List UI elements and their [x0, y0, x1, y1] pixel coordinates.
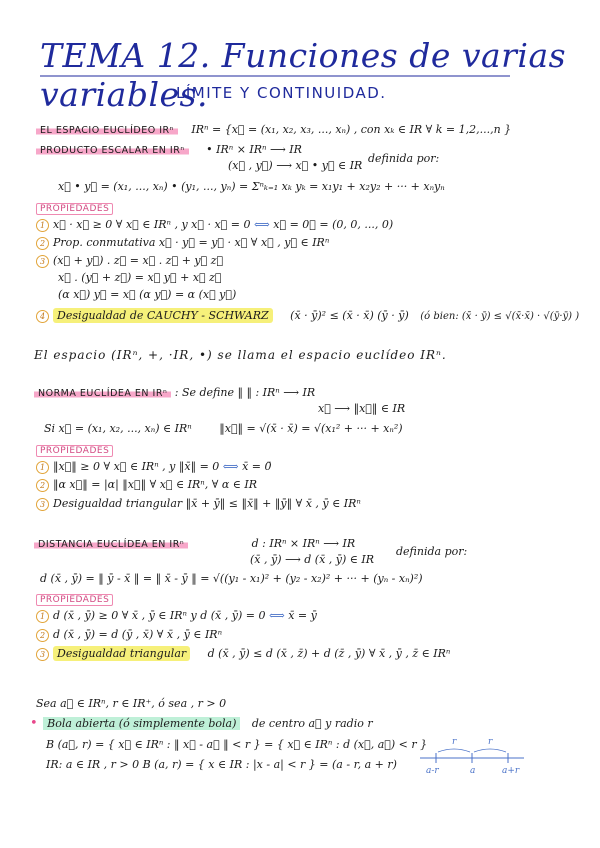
- triangle-inequality-label: Desigualdad triangular: [53, 646, 190, 661]
- scalar-prop-3c: (α x⃗) y⃗ = x⃗ (α y⃗) = α (x⃗ y⃗): [58, 288, 237, 301]
- scalar-prop-4: 4 Desigualdad de CAUCHY - SCHWARZ (x̄ · ȳ)² ≤ (x̄ · x̄) (ȳ · ȳ) (ó bien: (x̄ · ȳ) ≤ √(x̄·x̄) · √(ȳ·ȳ) ): [36, 309, 579, 324]
- norm-map2: x⃗ ⟶ ‖x⃗‖ ∈ IR: [318, 402, 406, 415]
- euclid-definition: IRⁿ = {x⃗ = (x₁, x₂, x₃, ..., xₙ) , con xₖ ∈ IR ∀ k = 1,2,...,n }: [191, 123, 512, 136]
- distance-prop-3: 3 Desigualdad triangular d (x̄ , ȳ) ≤ d (x̄ , z̄) + d (z̄ , ȳ) ∀ x̄ , ȳ , z̄ ∈ IRⁿ: [36, 647, 450, 661]
- ball-def2: IR: a ∈ IR , r > 0 B (a, r) = { x ∈ IR : |x - a| < r } = (a - r, a + r): [46, 758, 397, 771]
- number-3-icon: 3: [36, 498, 49, 511]
- scalar-prop-2: 2 Prop. conmutativa x⃗ · y⃗ = y⃗ · x⃗ ∀ x⃗ , y⃗ ∈ IRⁿ: [36, 236, 329, 250]
- number-2-icon: 2: [36, 629, 49, 642]
- equivalence-arrow-icon: ⟺: [222, 460, 239, 473]
- open-ball-label: Bola abierta (ó simplemente bola): [43, 717, 240, 730]
- number-1-icon: 1: [36, 219, 49, 232]
- distance-prop-1: 1 d (x̄ , ȳ) ≥ 0 ∀ x̄ , ȳ ∈ IRⁿ y d (x̄ , ȳ) = 0 ⟺ x̄ = ȳ: [36, 609, 317, 623]
- space-sentence: El espacio (IRⁿ, +, ·IR, •) se llama el espacio euclídeo IRⁿ.: [34, 348, 447, 362]
- scalar-defined-by: definida por:: [368, 152, 440, 165]
- number-line-right-label: a+r: [502, 766, 520, 776]
- equivalence-arrow-icon: ⟺: [253, 218, 270, 231]
- ball-let: Sea a⃗ ∈ IRⁿ, r ∈ IR⁺, ó sea , r > 0: [36, 697, 227, 710]
- page-subtitle: LÍMITE Y CONTINUIDAD.: [176, 84, 387, 102]
- distance-formula: d (x̄ , ȳ) = ‖ ȳ - x̄ ‖ = ‖ x̄ - ȳ ‖ = √((y₁ - x₁)² + (y₂ - x₂)² + ··· + (yₙ - xₙ)²): [40, 572, 423, 585]
- distance-defined-by: definida por:: [396, 545, 468, 558]
- number-2-icon: 2: [36, 479, 49, 492]
- scalar-heading: PRODUCTO ESCALAR EN IRⁿ: [36, 145, 189, 156]
- number-line-diagram: [418, 744, 528, 766]
- distance-row: [34, 537, 355, 552]
- equivalence-arrow-icon: ⟺: [268, 609, 285, 622]
- scalar-map2: (x⃗ , y⃗) ⟶ x⃗ • y⃗ ∈ IR: [228, 159, 363, 172]
- distance-map2: (x̄ , ȳ) ⟶ d (x̄ , ȳ) ∈ IR: [250, 553, 375, 566]
- distance-heading: DISTANCIA EUCLÍDEA EN IRⁿ: [34, 539, 188, 550]
- number-line-left-label: a-r: [426, 766, 439, 776]
- number-4-icon: 4: [36, 310, 49, 323]
- scalar-prop-1: 1 x⃗ · x⃗ ≥ 0 ∀ x⃗ ∈ IRⁿ , y x⃗ · x⃗ = 0 ⟺ x⃗ = 0⃗ = (0, 0, ..., 0): [36, 218, 393, 232]
- scalar-props-label: PROPIEDADES: [36, 203, 113, 215]
- norm-defines: : Se define ‖ ‖ : IRⁿ ⟶ IR: [174, 386, 316, 399]
- norm-props-row: [36, 443, 113, 458]
- distance-props-label: PROPIEDADES: [36, 594, 113, 606]
- number-line-center-label: a: [470, 766, 476, 776]
- number-1-icon: 1: [36, 461, 49, 474]
- norm-prop-2: 2 ‖α x⃗‖ = |α| ‖x⃗‖ ∀ x⃗ ∈ IRⁿ, ∀ α ∈ IR: [36, 478, 257, 492]
- norm-prop-1: 1 ‖x⃗‖ ≥ 0 ∀ x⃗ ∈ IRⁿ , y ‖x̄‖ = 0 ⟺ x̄ = 0̄: [36, 460, 272, 474]
- norm-row: [34, 386, 315, 401]
- number-3-icon: 3: [36, 255, 49, 268]
- number-1-icon: 1: [36, 610, 49, 623]
- norm-if-row: Si x⃗ = (x₁, x₂, ..., xₙ) ∈ IRⁿ ‖x⃗‖ = √(x̄ · x̄) = √(x₁² + ··· + xₙ²): [44, 422, 403, 435]
- norm-prop-3: 3 Desigualdad triangular ‖x̄ + ȳ‖ ≤ ‖x̄‖ + ‖ȳ‖ ∀ x̄ , ȳ ∈ IRⁿ: [36, 497, 361, 511]
- distance-props-row: [36, 592, 113, 607]
- norm-props-label: PROPIEDADES: [36, 445, 113, 457]
- norm-heading: NORMA EUCLÍDEA EN IRⁿ: [34, 388, 171, 399]
- ball-def1: B (a⃗, r) = { x⃗ ∈ IRⁿ : ‖ x⃗ - a⃗ ‖ < r } = { x⃗ ∈ IRⁿ : d (x⃗, a⃗) < r }: [46, 738, 428, 751]
- scalar-row: [36, 143, 302, 158]
- number-line-radius-right: r: [488, 737, 493, 747]
- scalar-props-row: [36, 201, 113, 216]
- page-title: TEMA 12. Funciones de varias variables.: [40, 36, 567, 114]
- ball-open-row: • Bola abierta (ó simplemente bola) de centro a⃗ y radio r: [30, 716, 373, 731]
- bullet-icon: •: [30, 716, 38, 731]
- euclid-heading: EL ESPACIO EUCLÍDEO IRⁿ: [36, 125, 178, 136]
- euclid-row: [36, 123, 511, 138]
- scalar-prop-3a: 3 (x⃗ + y⃗) . z⃗ = x⃗ . z⃗ + y⃗ z⃗: [36, 254, 223, 268]
- distance-map1: d : IRⁿ × IRⁿ ⟶ IR: [251, 537, 356, 550]
- distance-prop-2: 2 d (x̄ , ȳ) = d (ȳ , x̄) ∀ x̄ , ȳ ∈ IRⁿ: [36, 628, 222, 642]
- number-line-radius-left: r: [452, 737, 457, 747]
- scalar-prop-3b: x⃗ . (y⃗ + z⃗) = x⃗ y⃗ + x⃗ z⃗: [58, 271, 222, 284]
- cauchy-schwarz-label: Desigualdad de CAUCHY - SCHWARZ: [53, 308, 273, 323]
- scalar-formula: x⃗ • y⃗ = (x₁, ..., xₙ) • (y₁, ..., yₙ) = Σⁿₖ₌₁ xₖ yₖ = x₁y₁ + x₂y₂ + ··· + xₙyₙ: [58, 180, 445, 193]
- number-3-icon: 3: [36, 648, 49, 661]
- scalar-map: • IRⁿ × IRⁿ ⟶ IR: [206, 143, 302, 156]
- number-2-icon: 2: [36, 237, 49, 250]
- title-underline: [40, 74, 520, 78]
